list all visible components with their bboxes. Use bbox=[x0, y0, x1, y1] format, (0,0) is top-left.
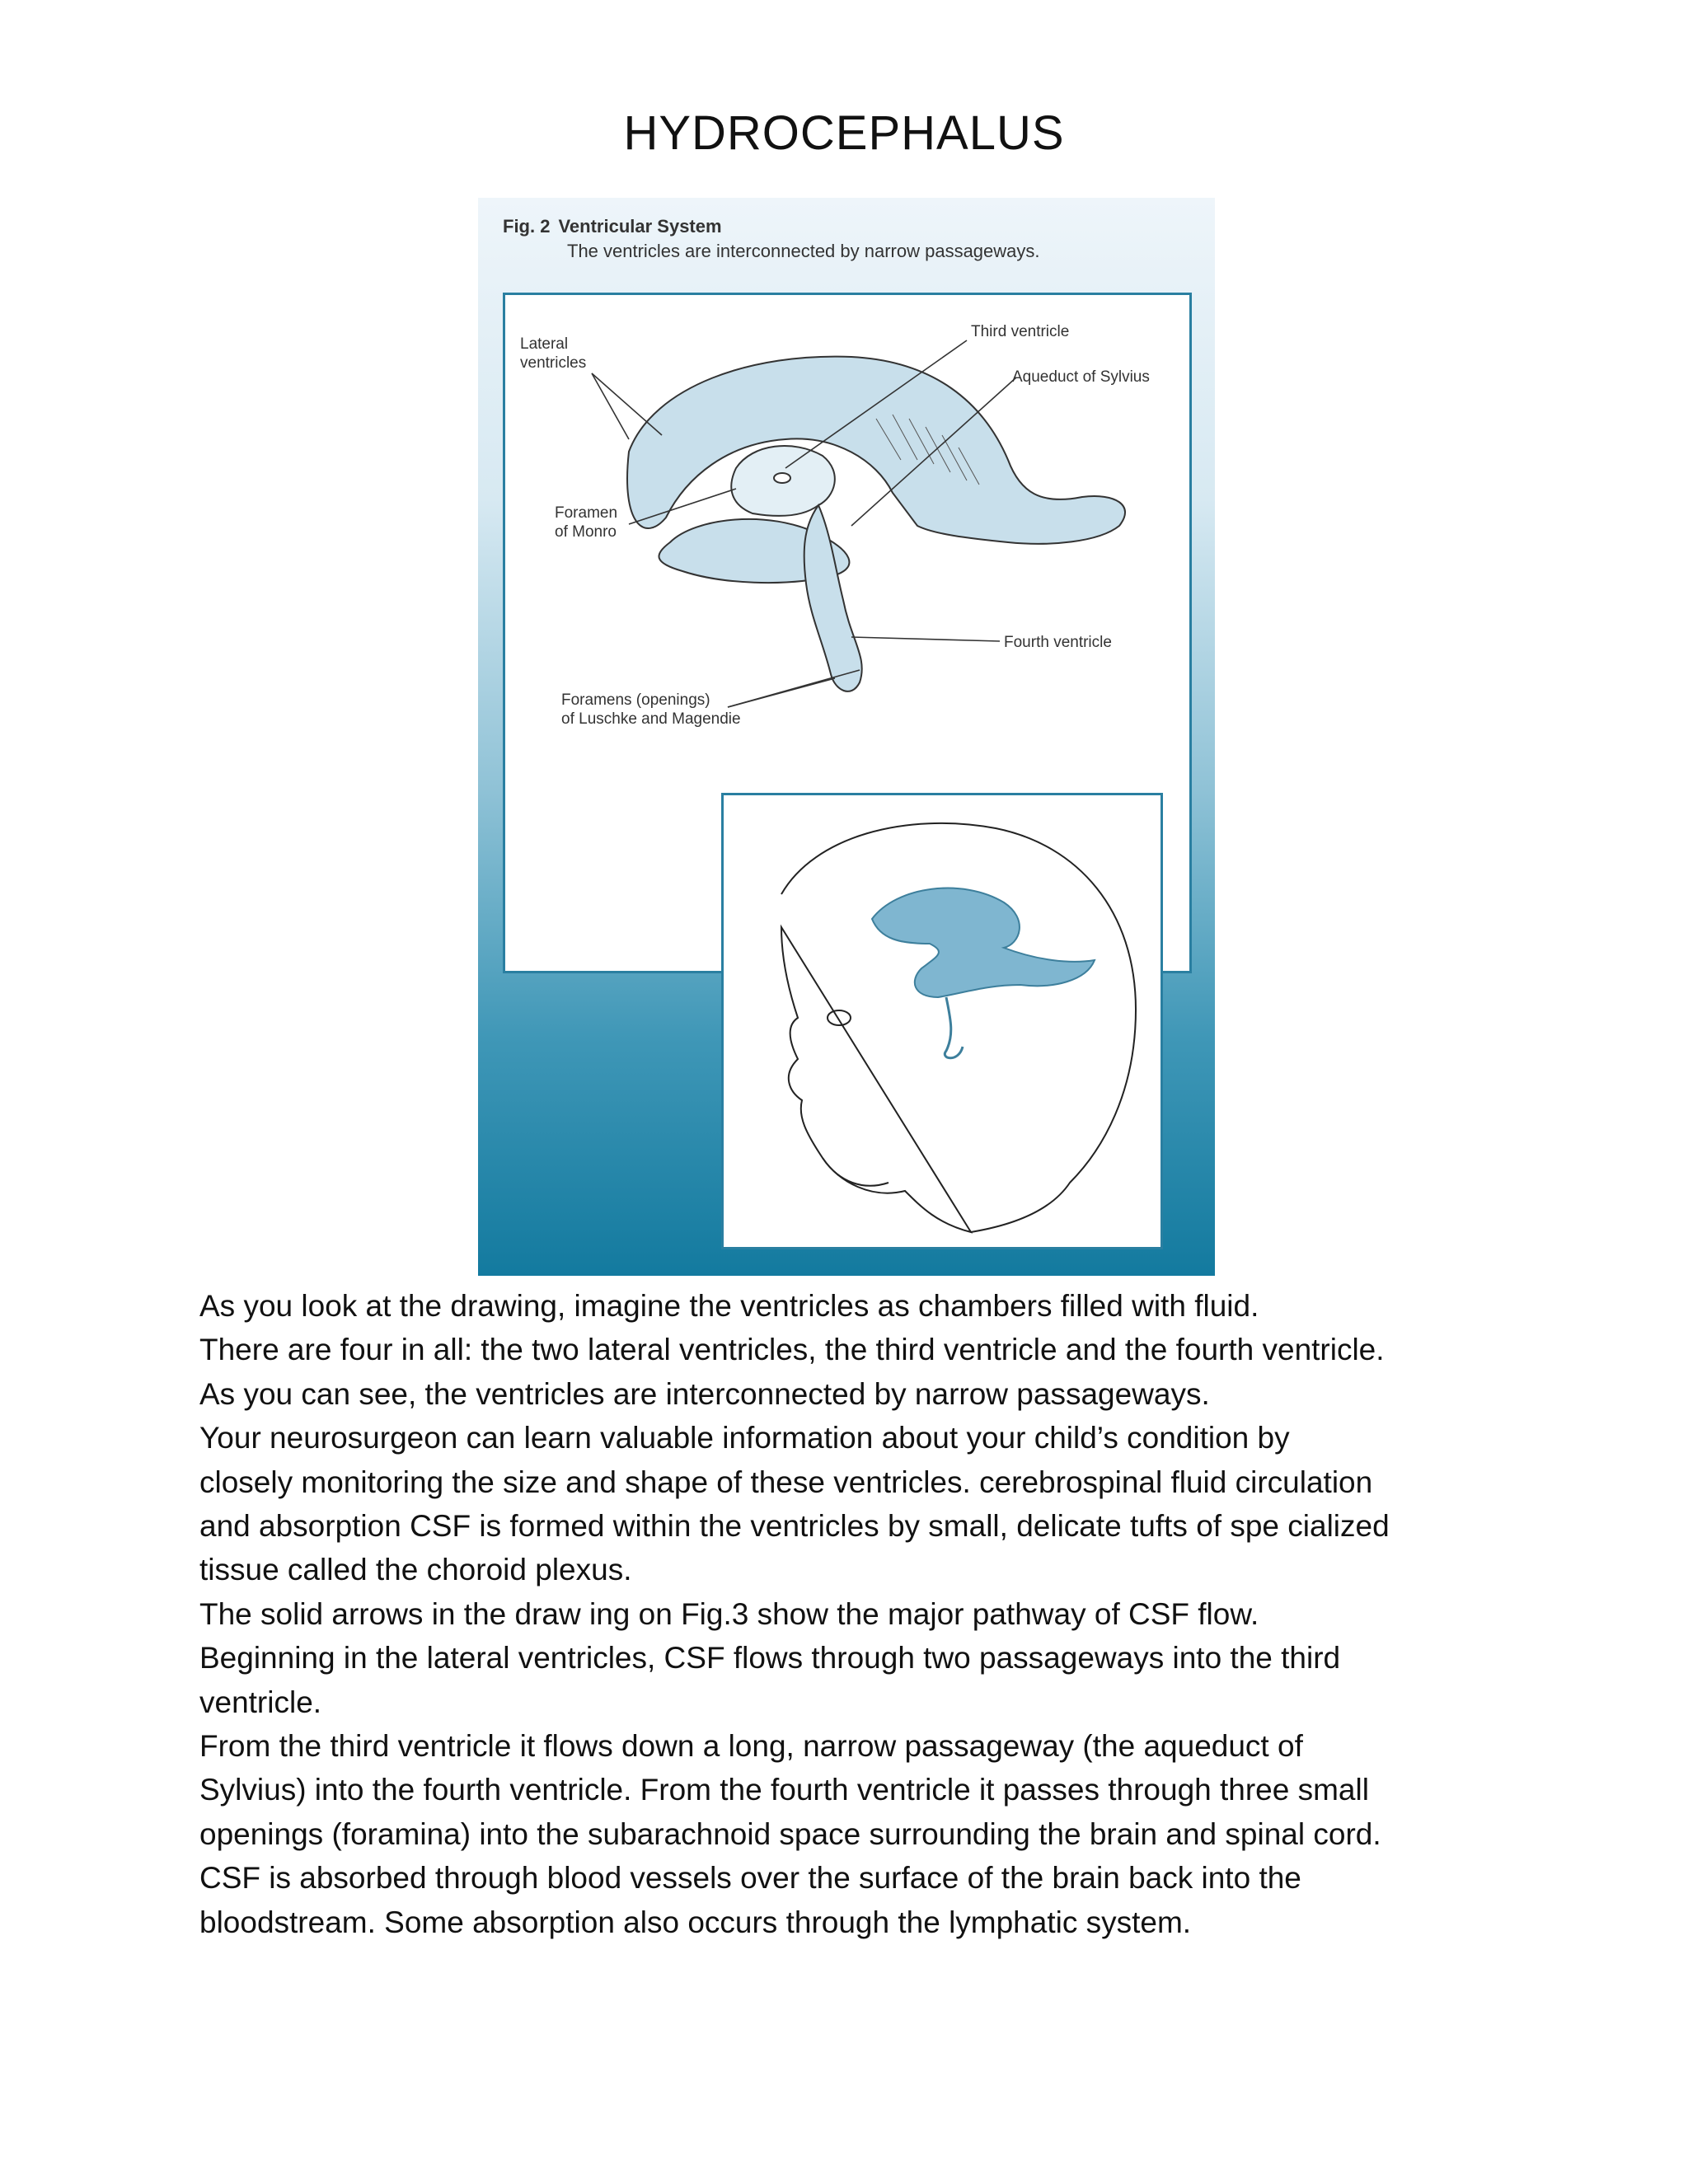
body-line-15: bloodstream. Some absorption also occurs through the lymphatic system. bbox=[199, 1905, 1192, 1939]
page-title: HYDROCEPHALUS bbox=[623, 106, 1065, 160]
figure-number: Fig. 2 bbox=[503, 216, 551, 237]
body-line-9: Beginning in the lateral ventricles, CSF flows through two passageways into the third bbox=[199, 1641, 1341, 1675]
chin-line bbox=[823, 1158, 889, 1186]
body-line-3: As you can see, the ventricles are interconnected by narrow passageways. bbox=[199, 1376, 1210, 1411]
body-line-5: closely monitoring the size and shape of these ventricles. cerebrospinal fluid circulation bbox=[199, 1465, 1373, 1499]
figure-subtitle: The ventricles are interconnected by narrow passageways. bbox=[567, 241, 1040, 261]
body-line-14: CSF is absorbed through blood vessels over the surface of the brain back into the bbox=[199, 1861, 1301, 1896]
label-fourth-ventricle: Fourth ventricle bbox=[1004, 634, 1112, 651]
child-head-drawing bbox=[724, 795, 1160, 1247]
label-luschke-1: Foramens (openings) bbox=[561, 691, 710, 709]
body-line-12: Sylvius) into the fourth ventricle. From the fourth ventricle it passes through three small bbox=[199, 1773, 1369, 1807]
body-text bbox=[199, 1284, 1518, 1944]
figure-name: Ventricular System bbox=[558, 216, 722, 237]
label-monro-1: Foramen bbox=[555, 504, 618, 522]
ventricular-system-figure bbox=[478, 198, 1215, 1276]
massa-intermedia-shape bbox=[774, 473, 790, 483]
label-luschke-2: of Luschke and Magendie bbox=[561, 710, 741, 728]
ventricle-silhouette bbox=[872, 888, 1095, 997]
label-lateral-2: ventricles bbox=[520, 354, 587, 372]
label-aqueduct: Aqueduct of Sylvius bbox=[1012, 368, 1150, 386]
eye-shape bbox=[828, 1010, 851, 1025]
body-line-7: tissue called the choroid plexus. bbox=[199, 1553, 632, 1587]
fourth-ventricle-shape bbox=[804, 505, 862, 691]
child-head-panel bbox=[721, 793, 1163, 1249]
body-line-8: The solid arrows in the draw ing on Fig.3 show the major pathway of CSF flow. bbox=[199, 1596, 1259, 1631]
label-third-ventricle: Third ventricle bbox=[971, 323, 1070, 340]
figure-caption bbox=[503, 216, 1195, 262]
body-line-4: Your neurosurgeon can learn valuable information about your child’s condition by bbox=[199, 1421, 1290, 1455]
body-line-2: There are four in all: the two lateral ventricles, the third ventricle and the fourth ventricle. bbox=[199, 1333, 1385, 1367]
body-line-6: and absorption CSF is formed within the ventricles by small, delicate tufts of spe cialized bbox=[199, 1509, 1390, 1544]
body-line-13: openings (foramina) into the subarachnoid space surrounding the brain and spinal cord. bbox=[199, 1816, 1381, 1851]
label-monro-2: of Monro bbox=[555, 523, 617, 541]
label-lateral-1: Lateral bbox=[520, 335, 569, 353]
body-line-10: ventricle. bbox=[199, 1685, 322, 1719]
body-line-11: From the third ventricle it flows down a long, narrow passageway (the aqueduct of bbox=[199, 1729, 1303, 1764]
brainstem-silhouette bbox=[945, 997, 963, 1058]
body-line-1: As you look at the drawing, imagine the ventricles as chambers filled with fluid. bbox=[199, 1289, 1259, 1323]
